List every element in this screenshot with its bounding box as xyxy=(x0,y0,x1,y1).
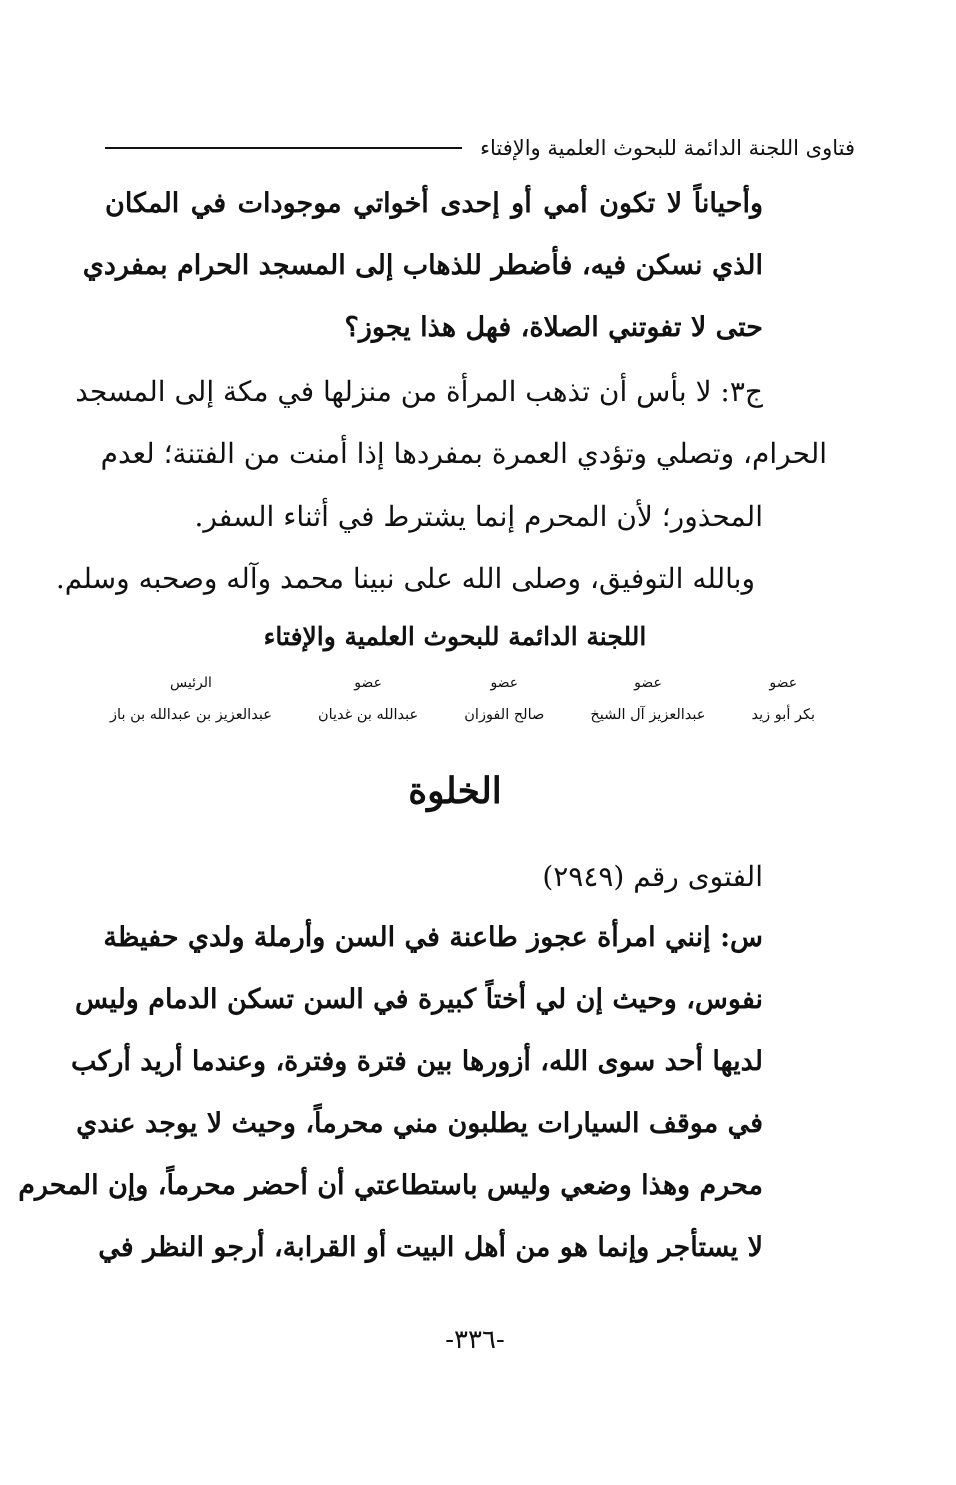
committee-member xyxy=(318,675,418,745)
question-line: لديها أحد سوى الله، أزورها بين فترة وفترة، وعندما أريد أركب xyxy=(70,1046,763,1077)
running-header xyxy=(105,128,855,168)
question-line: لا يستأجر وإنما هو من أهل البيت أو القرابة، أرجو النظر في xyxy=(98,1232,763,1263)
question-line: محرم وهذا وضعي وليس باستطاعتي أن أحضر محرماً، وإن المحرم xyxy=(18,1170,763,1201)
committee-member xyxy=(110,675,272,745)
member-role: عضو xyxy=(634,675,662,691)
member-name: عبدالله بن غديان xyxy=(317,707,419,723)
member-role: الرئيس xyxy=(170,675,212,691)
committee-member xyxy=(464,675,544,745)
page-number: -٣٣٦- xyxy=(445,1325,505,1355)
closing-line: وبالله التوفيق، وصلى الله على نبينا محمد وآله وصحبه وسلم. xyxy=(55,562,755,595)
committee-member xyxy=(752,675,815,745)
answer-line: ج٣: لا بأس أن تذهب المرأة من منزلها في مكة إلى المسجد xyxy=(75,375,763,408)
question-line: وأحياناً لا تكون أمي أو إحدى أخواتي موجودات في المكان xyxy=(105,188,763,219)
fatwa-number: الفتوى رقم (٢٩٤٩) xyxy=(542,860,763,893)
committee-member xyxy=(590,675,705,745)
member-role: عضو xyxy=(769,675,798,691)
header-rule xyxy=(105,147,462,149)
question-line: س: إنني امرأة عجوز طاعنة في السن وأرملة ولدي حفيظة xyxy=(103,922,763,953)
answer-line: المحذور؛ لأن المحرم إنما يشترط في أثناء السفر. xyxy=(194,500,763,533)
member-role: عضو xyxy=(490,675,519,691)
question-line: في موقف السيارات يطلبون مني محرماً، وحيث لا يوجد عندي xyxy=(76,1108,763,1139)
question-line: الذي نسكن فيه، فأضطر للذهاب إلى المسجد الحرام بمفردي xyxy=(82,250,763,281)
committee-title: اللجنة الدائمة للبحوث العلمية والإفتاء xyxy=(263,622,647,651)
header-title: فتاوى اللجنة الدائمة للبحوث العلمية والإفتاء xyxy=(480,136,855,160)
member-name: صالح الفوزان xyxy=(464,707,545,723)
committee-members xyxy=(110,675,815,745)
member-name: عبدالعزيز آل الشيخ xyxy=(590,707,706,723)
member-name: عبدالعزيز بن عبدالله بن باز xyxy=(110,707,272,723)
question-line: حتى لا تفوتني الصلاة، فهل هذا يجوز؟ xyxy=(344,312,763,343)
member-name: بكر أبو زيد xyxy=(751,707,815,723)
member-role: عضو xyxy=(354,675,382,691)
question-line: نفوس، وحيث إن لي أختاً كبيرة في السن تسكن الدمام وليس xyxy=(75,984,763,1015)
section-title: الخلوة xyxy=(408,770,502,812)
answer-line: الحرام، وتصلي وتؤدي العمرة بمفردها إذا أمنت من الفتنة؛ لعدم xyxy=(100,437,827,470)
